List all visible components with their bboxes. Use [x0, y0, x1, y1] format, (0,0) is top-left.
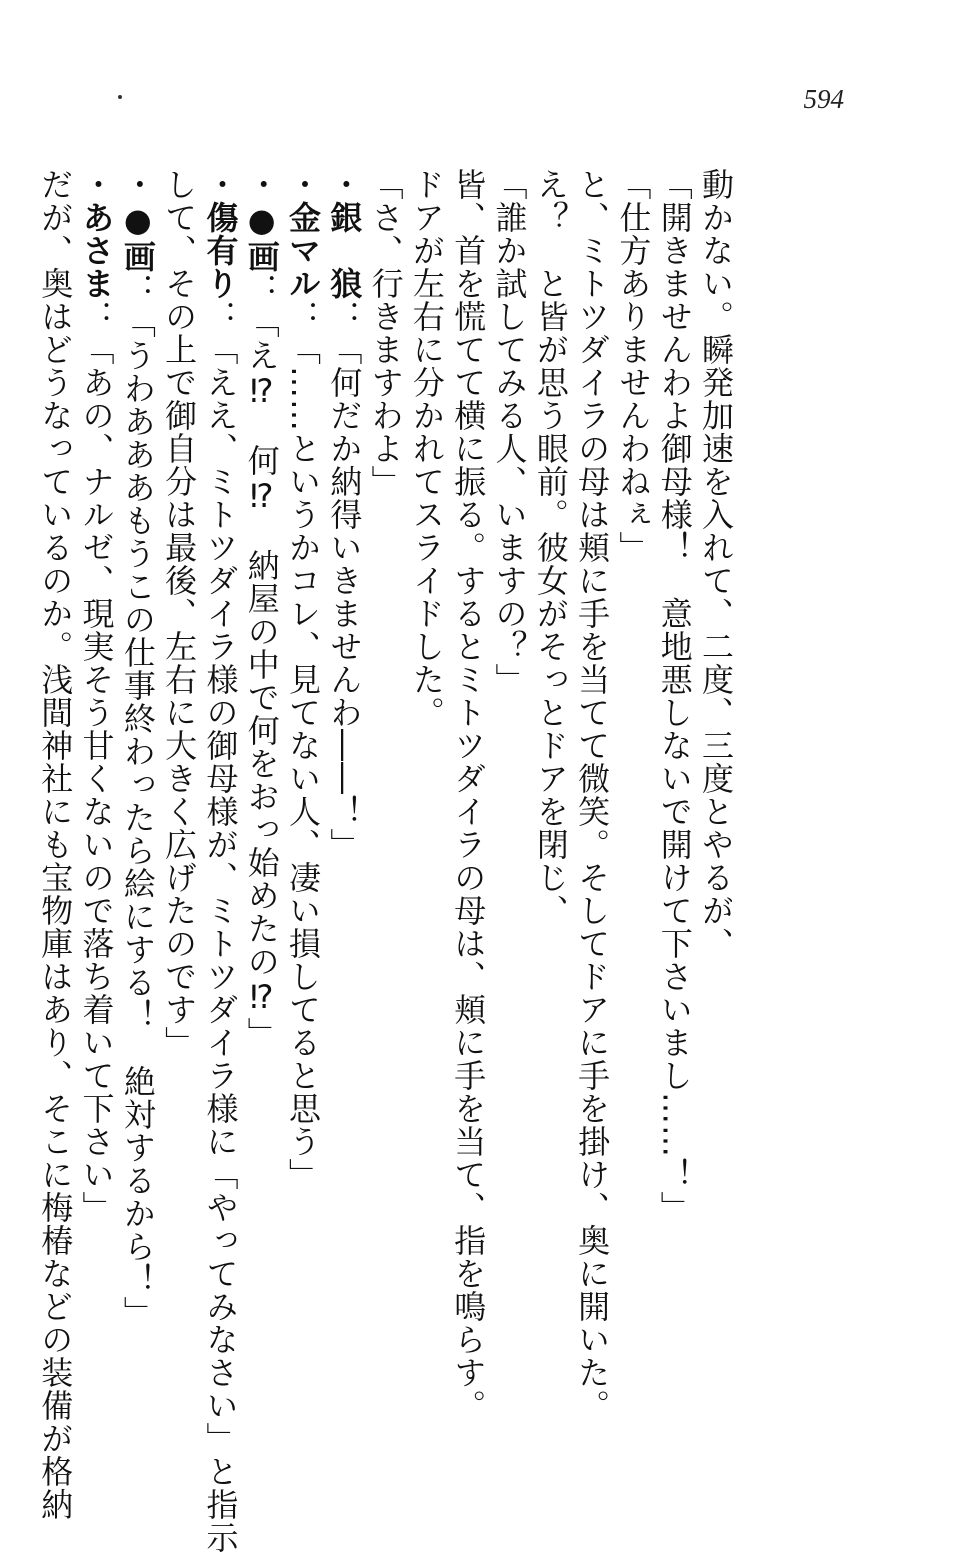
bullet: ・	[284, 168, 323, 201]
speaker-separator: ：	[325, 300, 364, 333]
narration-line: え？ と皆が思う眼前。彼女がそっとドアを閉じ、	[531, 168, 570, 927]
narration-line: 「仕方ありませんわねぇ」	[614, 168, 653, 564]
narration-line: と、ミトツダイラの母は頬に手を当てて微笑。そしてドアに手を掛け、奥に開いた。	[573, 168, 612, 1422]
bullet: ・	[77, 168, 116, 201]
narration-line: 皆、首を慌てて横に振る。するとミトツダイラの母は、頬に手を当て、指を鳴らす。	[449, 168, 488, 1422]
dialogue-line	[117, 168, 158, 1329]
speaker-separator: ：	[284, 300, 323, 333]
dialogue-text: 「え⁉ 何⁉ 納屋の中で何をおっ始めたの⁉」	[242, 306, 281, 1050]
dialogue-line	[282, 168, 323, 1298]
dialogue-line	[75, 168, 116, 1298]
scan-speck	[118, 95, 122, 99]
dialogue-text: 「うわあああもうこの仕事終わったら絵にする！ 絶対するから！」	[118, 306, 157, 1329]
speaker-name: あさま	[77, 201, 116, 300]
bullet: ・	[325, 168, 364, 201]
narration-line: だが、奥はどうなっているのか。浅間神社にも宝物庫はあり、そこに梅椿などの装備が格納	[36, 168, 75, 1521]
bullet: ・●	[242, 168, 281, 240]
dialogue-continuation	[158, 168, 199, 1298]
bullet: ・	[201, 168, 240, 201]
bullet: ・●	[118, 168, 157, 240]
page-number: 594	[803, 84, 844, 114]
dialogue-text: して、その上で御自分は最後、左右に大きく広げたのです」	[160, 168, 199, 1059]
speaker-name: 画	[242, 240, 281, 273]
dialogue-text: 「あの、ナルゼ、現実そう甘くないので落ち着いて下さい」	[77, 333, 116, 1224]
dialogue-line	[323, 168, 364, 1298]
dialogue-line	[240, 168, 281, 1298]
speaker-separator: ：	[201, 300, 240, 333]
narration-line: 「開きませんわよ御母様！ 意地悪しないで開けて下さいまし……！」	[655, 168, 694, 1224]
speaker-name: 金マル	[284, 201, 323, 300]
speaker-separator: ：	[118, 273, 157, 306]
body-text	[36, 168, 736, 1554]
narration-line: 動かない。瞬発加速を入れて、二度、三度とやるが、	[697, 168, 735, 960]
dialogue-text: 「……というかコレ、見てない人、凄い損してると思う」	[284, 333, 323, 1191]
dialogue-text: 「何だか納得いきませんわ――！」	[325, 333, 364, 861]
dialogue-line	[199, 168, 240, 1554]
speaker-name: 傷有り	[201, 201, 240, 300]
speaker-separator: ：	[242, 273, 281, 306]
narration-line: 「誰か試してみる人、いますの？」	[490, 168, 529, 696]
dialogue-text: 「ええ、ミトツダイラ様の御母様が、ミトツダイラ様に「やってみなさい」と指示	[201, 333, 240, 1554]
speaker-separator: ：	[77, 300, 116, 333]
speaker-name: 銀 狼	[325, 201, 364, 300]
narration-line: 「さ、行きますわよ」	[366, 168, 405, 498]
narration-line: ドアが左右に分かれてスライドした。	[407, 168, 446, 729]
speaker-name: 画	[118, 240, 157, 273]
